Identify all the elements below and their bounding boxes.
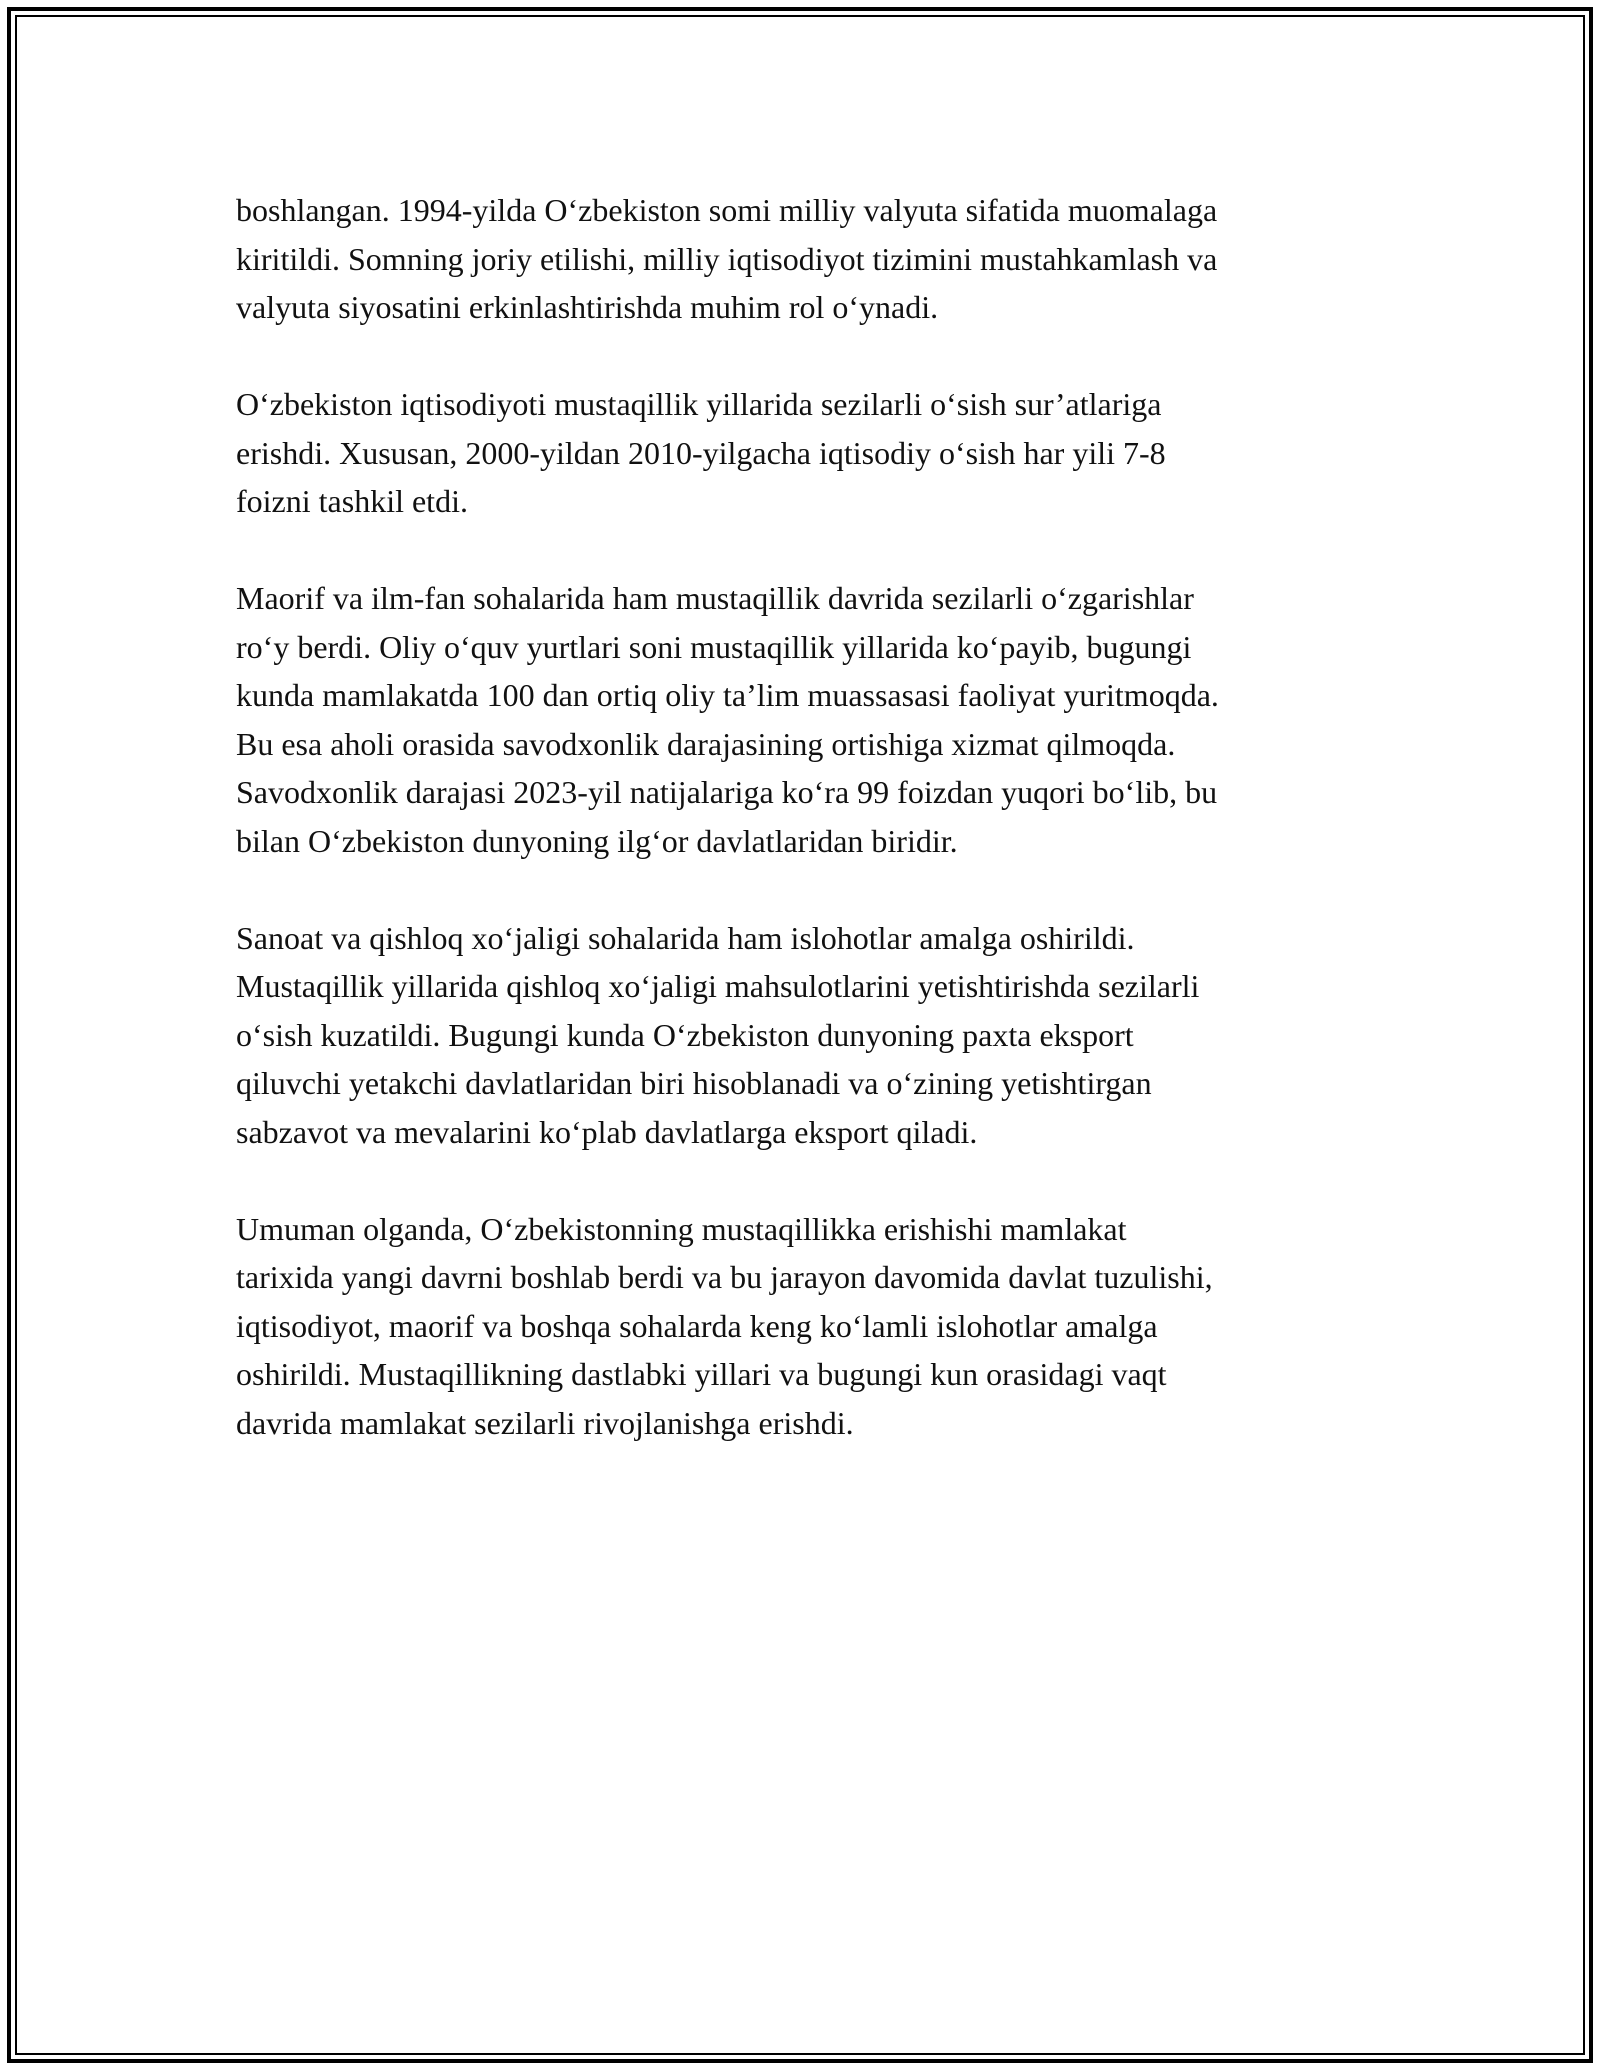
text-line: Maorif va ilm-fan sohalarida ham mustaqillik davrida sezilarli o‘zgarishlar — [236, 580, 1194, 616]
text-line: erishdi. Xususan, 2000-yildan 2010-yilgacha iqtisodiy o‘sish har yili 7-8 — [236, 434, 1166, 471]
paragraph-som-currency — [236, 186, 1396, 332]
text-line: oshirildi. Mustaqillikning dastlabki yillari va bugungi kun orasidagi vaqt — [236, 1356, 1167, 1392]
document-body — [236, 186, 1396, 1496]
text-line: tarixida yangi davrni boshlab berdi va bu jarayon davomida davlat tuzulishi, — [236, 1259, 1213, 1295]
paragraph-economy-growth — [236, 380, 1396, 526]
text-line: foizni tashkil etdi. — [236, 483, 468, 519]
text-line: kiritildi. Somning joriy etilishi, milliy iqtisodiyot tizimini mustahkamlash va — [236, 240, 1218, 277]
paragraph-conclusion — [236, 1205, 1396, 1448]
text-line: ro‘y berdi. Oliy o‘quv yurtlari soni mustaqillik yillarida ko‘payib, bugungi — [236, 628, 1192, 665]
text-line: boshlangan. 1994-yilda O‘zbekiston somi milliy valyuta sifatida muomalaga — [236, 192, 1218, 228]
text-line: Umuman olganda, O‘zbekistonning mustaqillikka erishishi mamlakat — [236, 1210, 1127, 1247]
text-line: Bu esa aholi orasida savodxonlik darajasining ortishiga xizmat qilmoqda. — [236, 725, 1176, 762]
text-line: sabzavot va mevalarini ko‘plab davlatlarga eksport qiladi. — [236, 1113, 978, 1150]
text-line: O‘zbekiston iqtisodiyoti mustaqillik yillarida sezilarli o‘sish sur’atlariga — [236, 386, 1162, 422]
text-line: Sanoat va qishloq xo‘jaligi sohalarida ham islohotlar amalga oshirildi. — [236, 919, 1135, 956]
text-line: o‘sish kuzatildi. Bugungi kunda O‘zbekiston dunyoning paxta eksport — [236, 1016, 1134, 1053]
text-line: davrida mamlakat sezilarli rivojlanishga erishdi. — [236, 1404, 854, 1441]
text-line: iqtisodiyot, maorif va boshqa sohalarda keng ko‘lamli islohotlar amalga — [236, 1307, 1158, 1344]
text-line: Savodxonlik darajasi 2023-yil natijalariga ko‘ra 99 foizdan yuqori bo‘lib, bu — [236, 774, 1218, 810]
text-line: valyuta siyosatini erkinlashtirishda muhim rol o‘ynadi. — [236, 289, 939, 325]
paragraph-education-science — [236, 574, 1396, 865]
paragraph-industry-agriculture — [236, 914, 1396, 1157]
text-line: Mustaqillik yillarida qishloq xo‘jaligi mahsulotlarini yetishtirishda sezilarli — [236, 968, 1200, 1004]
text-line: bilan O‘zbekiston dunyoning ilg‘or davlatlaridan biridir. — [236, 822, 958, 859]
text-line: qiluvchi yetakchi davlatlaridan biri hisoblanadi va o‘zining yetishtirgan — [236, 1065, 1152, 1101]
text-line: kunda mamlakatda 100 dan ortiq oliy ta’lim muassasasi faoliyat yuritmoqda. — [236, 677, 1219, 713]
